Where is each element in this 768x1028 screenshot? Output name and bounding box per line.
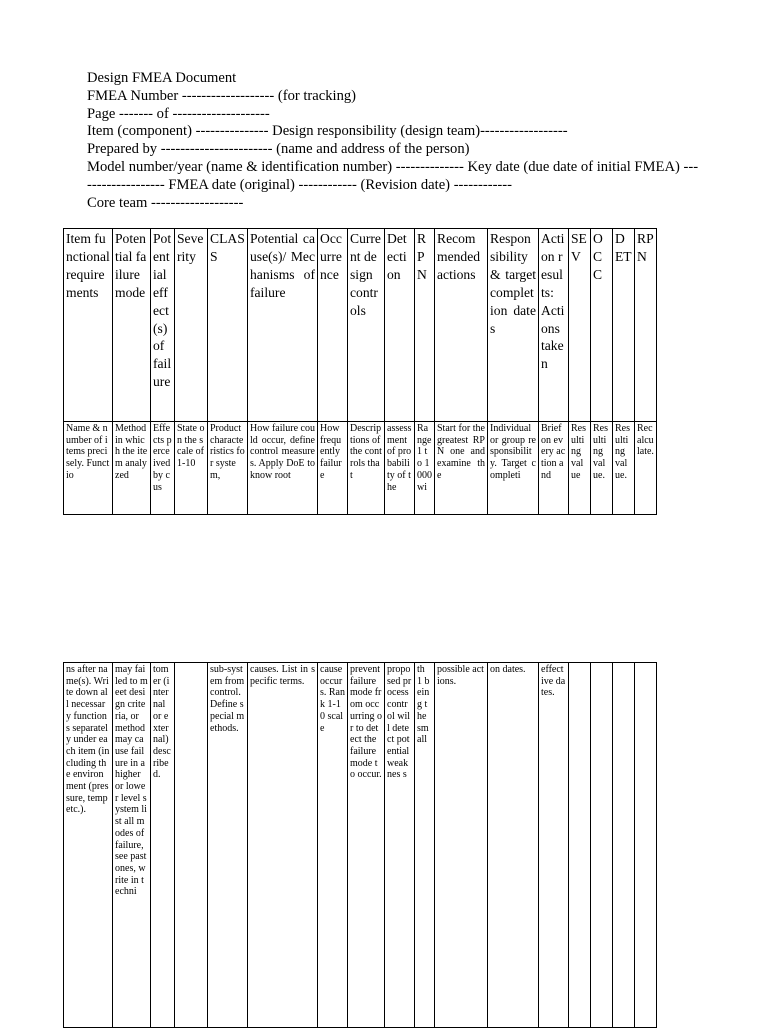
header-cell: Detection <box>385 229 415 422</box>
table-cell <box>613 663 635 1028</box>
document-header <box>87 70 702 212</box>
table-cell: prevent failure mode from occurring or to detect the failure mode to occur. <box>348 663 385 1028</box>
table-cell: State on the scale of 1-10 <box>175 422 208 515</box>
table-cell: tomer (internal or external) described. <box>151 663 175 1028</box>
table-cell: th 1 being the small <box>415 663 435 1028</box>
fmea-table-continued <box>63 662 657 1028</box>
header-cell: Action results: Actions taken <box>539 229 569 422</box>
table-cell: Range 1 to 1000 wi <box>415 422 435 515</box>
table-header-row <box>64 229 657 422</box>
header-cell: Potential effect(s) of failure <box>151 229 175 422</box>
header-cell: RPN <box>635 229 657 422</box>
header-cell: Potential failure mode <box>113 229 151 422</box>
table-cell: Individual or group responsibility. Target completi <box>488 422 539 515</box>
header-cell: DET <box>613 229 635 422</box>
header-cell: Severity <box>175 229 208 422</box>
table-cell: Recalculate. <box>635 422 657 515</box>
header-cell: Responsibility & target completion dates <box>488 229 539 422</box>
table-cell: assessment of probability of the <box>385 422 415 515</box>
header-cell: Current design controls <box>348 229 385 422</box>
table-cell: ns after name(s). Write down all necessary functions separately under each item (including the environment (pressure, temp etc.). <box>64 663 113 1028</box>
table-cell: proposed process control will detect potential weaknes s <box>385 663 415 1028</box>
table-cell <box>635 663 657 1028</box>
table-cell: Start for the greatest RPN one and examine the <box>435 422 488 515</box>
table-cell: How frequently failure <box>318 422 348 515</box>
item-line: Item (component) --------------- Design responsibility (design team)------------------ <box>87 123 568 140</box>
model-number-line: Model number/year (name & identification number) -------------- Key date (due date of initial FMEA) ------------------- FMEA date (original) ------------ (Revision date) ------------ <box>87 158 699 193</box>
table-cell: may failed to meet design criteria, or method may cause failure in a higher or lower level system list all modes of failure, see past ones, write in techni <box>113 663 151 1028</box>
table-cell: Effects perceived by cus <box>151 422 175 515</box>
table-cell: possible actions. <box>435 663 488 1028</box>
header-cell: Item functional requirements <box>64 229 113 422</box>
table-cell <box>175 663 208 1028</box>
page-line: Page ------- of -------------------- <box>87 105 270 122</box>
header-cell: Occurrence <box>318 229 348 422</box>
header-cell: SEV <box>569 229 591 422</box>
header-cell: CLASS <box>208 229 248 422</box>
table-cell: effective dates. <box>539 663 569 1028</box>
core-team-line: Core team ------------------- <box>87 194 244 211</box>
document-title: Design FMEA Document <box>87 70 237 86</box>
header-cell: Recommended actions <box>435 229 488 422</box>
table-cell: Name & number of items precisely. Functio <box>64 422 113 515</box>
header-cell: Potential cause(s)/ Mechanisms of failure <box>248 229 318 422</box>
table-cell: Descriptions of the controls that <box>348 422 385 515</box>
header-cell: RPN <box>415 229 435 422</box>
table-cell: Resulting value. <box>613 422 635 515</box>
table-cell: cause occurs. Rank 1-10 scale <box>318 663 348 1028</box>
table-cell: Product characteristics for system, <box>208 422 248 515</box>
table-cell: Method in which the item analyzed <box>113 422 151 515</box>
table-cell: Resulting value <box>569 422 591 515</box>
table-cell <box>591 663 613 1028</box>
table-row <box>64 663 657 1028</box>
table-cell: causes. List in specific terms. <box>248 663 318 1028</box>
table-cell <box>569 663 591 1028</box>
table-row <box>64 422 657 515</box>
table-cell: sub-system from control. Define special methods. <box>208 663 248 1028</box>
prepared-by-line: Prepared by ----------------------- (name and address of the person) <box>87 141 470 158</box>
table-cell: Resulting value. <box>591 422 613 515</box>
table-cell: on dates. <box>488 663 539 1028</box>
fmea-number-line: FMEA Number ------------------- (for tracking) <box>87 87 357 104</box>
table-cell: Brief on every action and <box>539 422 569 515</box>
header-cell: OCC <box>591 229 613 422</box>
table-cell: How failure could occur, define control measures. Apply DoE to know root <box>248 422 318 515</box>
fmea-table-top <box>63 228 657 515</box>
